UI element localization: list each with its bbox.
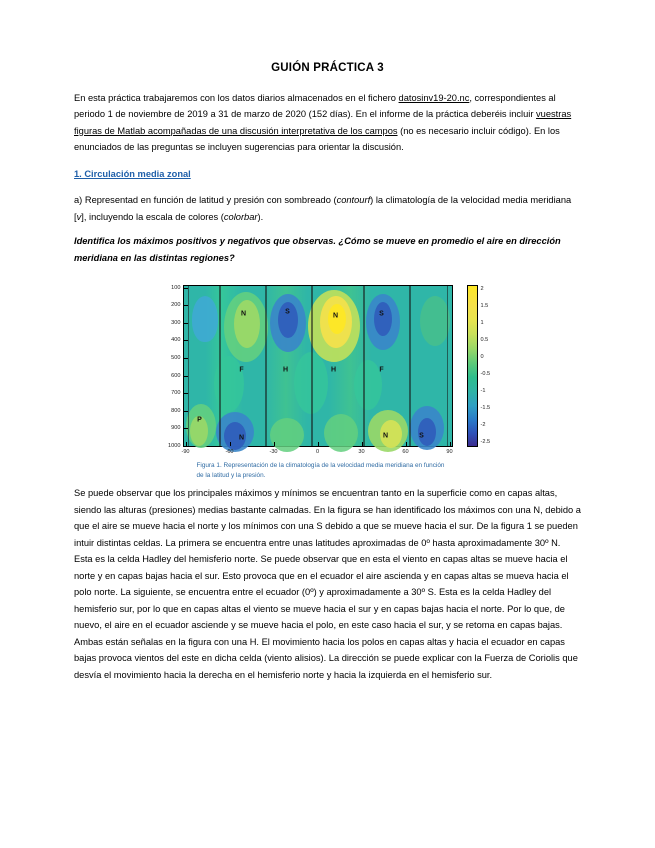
x-tick-label: 60	[402, 448, 409, 455]
colorbar-tick: -2.5	[480, 438, 491, 445]
chart-plot-area	[168, 284, 453, 455]
colorbar-tick: -0.5	[480, 370, 491, 377]
page-title: GUIÓN PRÁCTICA 3	[271, 62, 384, 74]
section-heading: 1. Circulación media zonal	[74, 169, 191, 180]
annotation-N-upper-tropics: N	[332, 312, 339, 320]
cell-box-ferrel-north	[364, 286, 410, 446]
colorbar	[467, 285, 478, 447]
question-em-colorbar: colorbar	[223, 211, 258, 222]
intro-part-2: , correspondientes al periodo 1 de noviembre de 2019 a 31 de marzo de 2020 (152 días). En el informe de la práctica deberéis incluir	[74, 93, 556, 120]
question-em-v: v	[76, 211, 82, 222]
discussion-paragraph: Se puede observar que los principales máximos y mínimos se encuentran tanto en la superficie como en capas altas, siendo las alturas (presiones) medias bastante calmadas. En la figura se han identificado los máximos con una N, debido a que el aire se mueve hacia el norte y los mínimos con una S debido a que se mueve hacia el sur. De la figura 1 se pueden intuir distintas celdas. La primera se encuentra entre unas latitudes aproximadas de 0º hasta aproximadamente 30º N. Esta es la celda Hadley del hemisferio norte. Se puede observar que en esta el viento en capas altas se mueve hacia el norte y en capas bajas hacia el sur. Esto provoca que en el ecuador el aire ascienda y en capas altas se mueva hacia el polo norte. La siguiente, se encuentra entre el ecuador (0º) y aproximadamente a 30º S. Esta es la celda Hadley del hemisferio sur, por lo que en capas altas el viento se mueve hacia el sur y en capas bajas hacia el norte. Por lo que, de nuevo, el aire en el ecuador asciende y se mueve hacia el polo, en este caso hacia el sur, y se retoma en capas bajas. Ambas están señalas en la figura con una H. El movimiento hacia los polos en capas altas y hacia el ecuador en capas bajas provoca vientos del este en dicha celda (viento alisios). La dirección se puede explicar con la Fuerza de Coriolis que desvía el movimiento hacia la derecha en el hemisferio norte y hacia la izquierda en el hemisferio sur.	[74, 488, 581, 681]
chart-meridional-velocity	[131, 279, 525, 459]
x-tick-label: -90	[181, 448, 190, 455]
y-tick-label: 800	[171, 407, 181, 414]
colorbar-tick: 1	[480, 319, 484, 326]
cell-box-polar-south	[188, 286, 220, 446]
discussion-block	[74, 485, 581, 684]
annotation-F-south: F	[239, 366, 244, 374]
annotation-N-surface-south: N	[238, 434, 245, 442]
y-tick-label: 300	[171, 319, 181, 326]
annotation-F-north: F	[379, 366, 384, 374]
x-tick-label: 90	[446, 448, 453, 455]
y-tick-label: 100	[171, 284, 181, 291]
colorbar-tick: 1.5	[480, 302, 489, 309]
colorbar-tick: 0.5	[480, 336, 489, 343]
x-tick-label: -60	[225, 448, 234, 455]
datafile-link[interactable]: datosinv19-20.nc	[398, 93, 470, 103]
colorbar-tick: -2	[480, 421, 486, 428]
colorbar-tick: -1	[480, 387, 486, 394]
annotation-N-surface-north: N	[382, 432, 389, 440]
y-tick-label: 1000	[168, 442, 181, 449]
intro-part-1: En esta práctica trabajaremos con los datos diarios almacenados en el fichero	[74, 93, 399, 103]
cell-box-hadley-north	[312, 286, 364, 446]
y-tick-label: 600	[171, 372, 181, 379]
y-tick-label: 500	[171, 354, 181, 361]
figure-1	[131, 279, 525, 482]
figure-container	[74, 279, 581, 482]
cell-box-polar-north	[410, 286, 448, 446]
figure-caption: Figura 1. Representación de la climatología de la velocidad media meridiana en función de la latitud y la presión.	[196, 461, 445, 479]
question-text-3: ], incluyendo la escala de colores (	[81, 211, 224, 222]
intro-underline-phrase: vuestras figuras de Matlab acompañadas de una discusión interpretativa de los campos	[74, 109, 572, 136]
question-a	[74, 192, 581, 225]
annotation-S-surface-north: S	[419, 432, 424, 440]
y-tick-label: 400	[171, 336, 181, 343]
annotation-S-upper-north: S	[379, 310, 384, 318]
annotation-H-south: H	[282, 366, 289, 374]
colorbar-tick: 0	[480, 353, 484, 360]
question-a-followup: Identifica los máximos positivos y negativos que observas. ¿Cómo se mueve en promedio el aire en dirección meridiana en las distintas regiones?	[74, 236, 561, 263]
colorbar-tick: -1.5	[480, 404, 491, 411]
annotation-P-polar: P	[197, 416, 202, 424]
intro-paragraph	[74, 90, 581, 155]
x-tick-label: 30	[358, 448, 365, 455]
question-text-4: ).	[257, 211, 264, 222]
x-tick-label: 0	[315, 448, 320, 455]
question-label: a)	[74, 195, 83, 206]
question-text-2: ) la climatología de la velocidad media meridiana [	[74, 195, 572, 222]
annotation-H-north: H	[330, 366, 337, 374]
colorbar-tick: 2	[480, 285, 484, 292]
annotation-N-upper-south: N	[240, 310, 247, 318]
question-text-1: Representad en función de latitud y presión con sombreado (	[82, 195, 337, 206]
intro-part-3: (no es necesario incluir código). En los enunciados de las preguntas se incluyen sugerencias para orientar la discusión.	[74, 125, 560, 152]
annotation-S-upper-mid: S	[285, 308, 290, 316]
question-em-contourf: contourf	[336, 195, 371, 206]
x-tick-label: -30	[269, 448, 278, 455]
y-tick-label: 900	[171, 424, 181, 431]
y-tick-label: 700	[171, 389, 181, 396]
y-tick-label: 200	[171, 301, 181, 308]
